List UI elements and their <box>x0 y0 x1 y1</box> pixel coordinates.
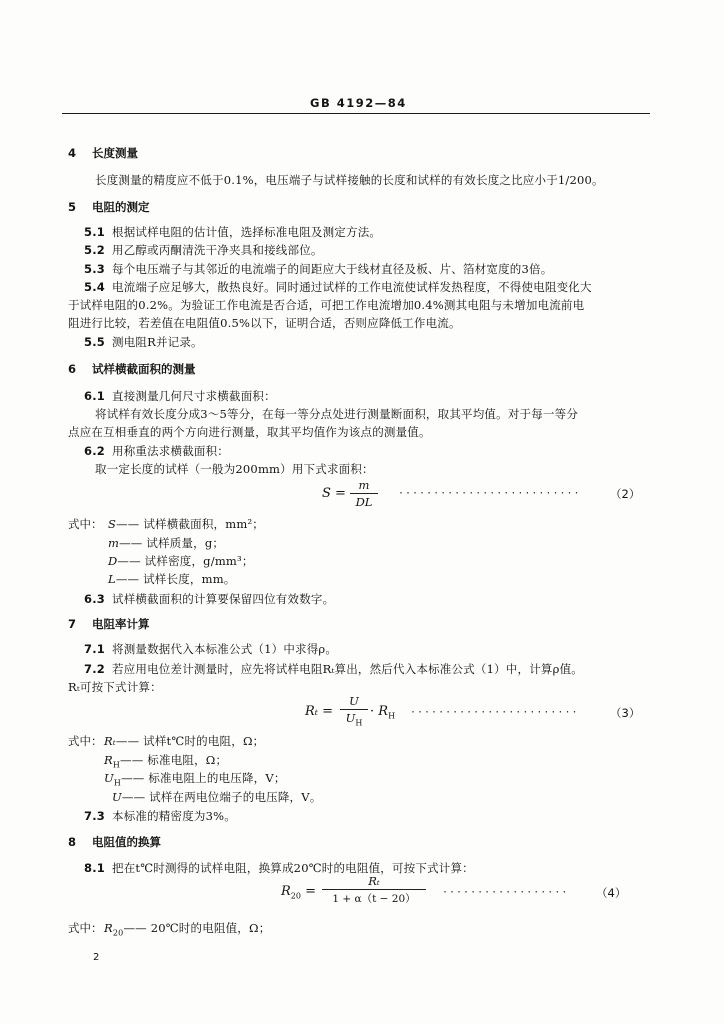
clause-text: 本标准的精密度为3%。 <box>112 809 236 823</box>
eq3-numerator: U <box>349 694 359 708</box>
fraction-bar <box>340 709 368 710</box>
clause-number: 5.3 <box>84 262 105 276</box>
clause-number: 5.4 <box>84 280 105 294</box>
clause-number: 7.1 <box>84 642 105 656</box>
eq3-denominator: $U_H$ <box>345 711 363 728</box>
section-8-heading <box>68 834 161 850</box>
page-header: GB 4192—84 <box>310 96 407 110</box>
definition-S: S—— 试样横截面积，mm²； <box>108 517 264 531</box>
eq4-denominator: 1 + α（t − 20） <box>332 893 416 905</box>
section-number: 8 <box>68 835 77 849</box>
clause-number: 5.1 <box>84 225 105 239</box>
clause-5-3 <box>84 261 552 277</box>
header-rule <box>62 113 650 114</box>
definition-L: L—— 试样长度，mm。 <box>108 572 236 586</box>
fraction-bar <box>322 889 426 890</box>
eq4-numerator: Rₜ <box>368 874 380 888</box>
clause-6-3 <box>84 591 334 607</box>
section-title: 电阻的测定 <box>92 200 150 214</box>
clause-text: 测电阻R并记录。 <box>112 335 203 349</box>
clause-6-1 <box>84 388 276 404</box>
eq3-fraction <box>340 694 368 727</box>
section-4-heading <box>68 145 138 161</box>
clause-text: 电流端子应足够大，散热良好。同时通过试样的工作电流使试样发热程度，不得使电阻变化大 <box>112 280 592 294</box>
eq3-leader-dots: ························ <box>410 707 579 718</box>
where-label: 式中： <box>68 921 103 935</box>
definition-RH: $R_H——$ 标准电阻，Ω； <box>104 753 228 770</box>
eq2-number: （2） <box>610 487 641 501</box>
clause-number: 8.1 <box>84 861 105 875</box>
eq4-number: （4） <box>596 886 627 900</box>
definition-U: U—— 试样在两电位端子的电压降，V。 <box>112 790 322 804</box>
clause-5-5 <box>84 334 203 350</box>
section-5-heading <box>68 199 150 215</box>
clause-number: 5.2 <box>84 243 105 257</box>
section-number: 5 <box>68 200 77 214</box>
definition-m: m—— 试样质量，g； <box>108 536 225 550</box>
section-number: 6 <box>68 362 77 376</box>
clause-text: 试样横截面积的计算要保留四位有效数字。 <box>112 592 335 606</box>
section-title: 电阻值的换算 <box>92 835 162 849</box>
fraction-bar <box>350 493 378 494</box>
eq3-rhs: · $R_H$ <box>370 704 396 721</box>
section-title: 试样横截面积的测量 <box>92 362 196 376</box>
clause-5-4-line3: 阻进行比较，若差值在电阻值0.5%以下，证明合适，否则应降低工作电流。 <box>68 316 461 330</box>
clause-text: 每个电压端子与其邻近的电流端子的间距应大于线材直径及板、片、箔材宽度的3倍。 <box>112 262 553 276</box>
definition-R20: $R_{20}——$ 20℃时的电阻值，Ω； <box>104 921 271 938</box>
eq4-lhs: $R_{20}$ = <box>281 884 317 901</box>
section-title: 电阻率计算 <box>92 617 150 631</box>
where-label: 式中： <box>68 734 103 748</box>
clause-title: 直接测量几何尺寸求横截面积： <box>112 389 276 403</box>
definition-UH: $U_H——$ 标准电阻上的电压降，V； <box>104 771 286 788</box>
clause-number: 6.3 <box>84 592 105 606</box>
clause-7-3 <box>84 808 236 824</box>
clause-text: 把在t℃时测得的试样电阻，换算成20℃时的电阻值，可按下式计算： <box>112 861 474 875</box>
clause-text: 若应用电位差计测量时，应先将试样电阻Rₜ算出，然后代入本标准公式（1）中，计算ρ值。 <box>112 662 583 676</box>
eq2-numerator: m <box>358 478 370 492</box>
eq4-leader-dots: ·················· <box>442 887 569 898</box>
section-4-body: 长度测量的精度应不低于0.1%，电压端子与试样接触的长度和试样的有效长度之比应小于1/200。 <box>95 173 604 187</box>
clause-5-4-line2: 于试样电阻的0.2%。为验证工作电流是否合适，可把工作电流增加0.4%测其电阻与未增加电流前电 <box>68 298 585 312</box>
eq2-fraction <box>350 478 378 509</box>
section-7-heading <box>68 616 150 632</box>
clause-text: 将测量数据代入本标准公式（1）中求得ρ。 <box>112 642 338 656</box>
section-number: 7 <box>68 617 77 631</box>
definition-D: D—— 试样密度，g/mm³； <box>108 554 254 568</box>
clause-7-2-line2: Rₜ可按下式计算： <box>68 680 162 694</box>
section-number: 4 <box>68 146 77 160</box>
clause-number: 7.2 <box>84 662 105 676</box>
eq2-lhs: S = <box>322 486 346 501</box>
clause-number: 7.3 <box>84 809 105 823</box>
where-label: 式中： <box>68 517 103 531</box>
clause-7-2 <box>84 661 583 677</box>
clause-number: 6.2 <box>84 444 105 458</box>
eq3-number: （3） <box>610 706 641 720</box>
clause-5-2 <box>84 242 323 258</box>
eq4-fraction <box>322 874 426 906</box>
clause-6-2 <box>84 443 229 459</box>
clause-text: 根据试样电阻的估计值，选择标准电阻及测定方法。 <box>112 225 382 239</box>
clause-number: 6.1 <box>84 389 105 403</box>
section-title: 长度测量 <box>92 146 139 160</box>
clause-5-4 <box>84 279 592 295</box>
definition-Rt: Rₜ—— 试样t℃时的电阻，Ω； <box>104 734 265 748</box>
clause-6-2-line1: 取一定长度的试样（一般为200mm）用下式求面积： <box>95 462 374 476</box>
clause-number: 5.5 <box>84 335 105 349</box>
section-6-heading <box>68 361 196 377</box>
page-number: 2 <box>93 952 100 963</box>
clause-text: 用乙醇或丙酮清洗干净夹具和接线部位。 <box>112 243 323 257</box>
clause-7-1 <box>84 641 337 657</box>
eq2-denominator: DL <box>355 495 373 509</box>
clause-6-1-line2: 点应在互相垂直的两个方向进行测量，取其平均值作为该点的测量值。 <box>68 425 431 439</box>
clause-5-1 <box>84 224 381 240</box>
clause-6-1-line1: 将试样有效长度分成3～5等分，在每一等分点处进行测量断面积，取其平均值。对于每一等分 <box>95 407 579 421</box>
eq3-lhs: Rₜ = <box>305 704 334 719</box>
eq2-leader-dots: ·························· <box>398 488 581 499</box>
clause-title: 用称重法求横截面积： <box>112 444 229 458</box>
